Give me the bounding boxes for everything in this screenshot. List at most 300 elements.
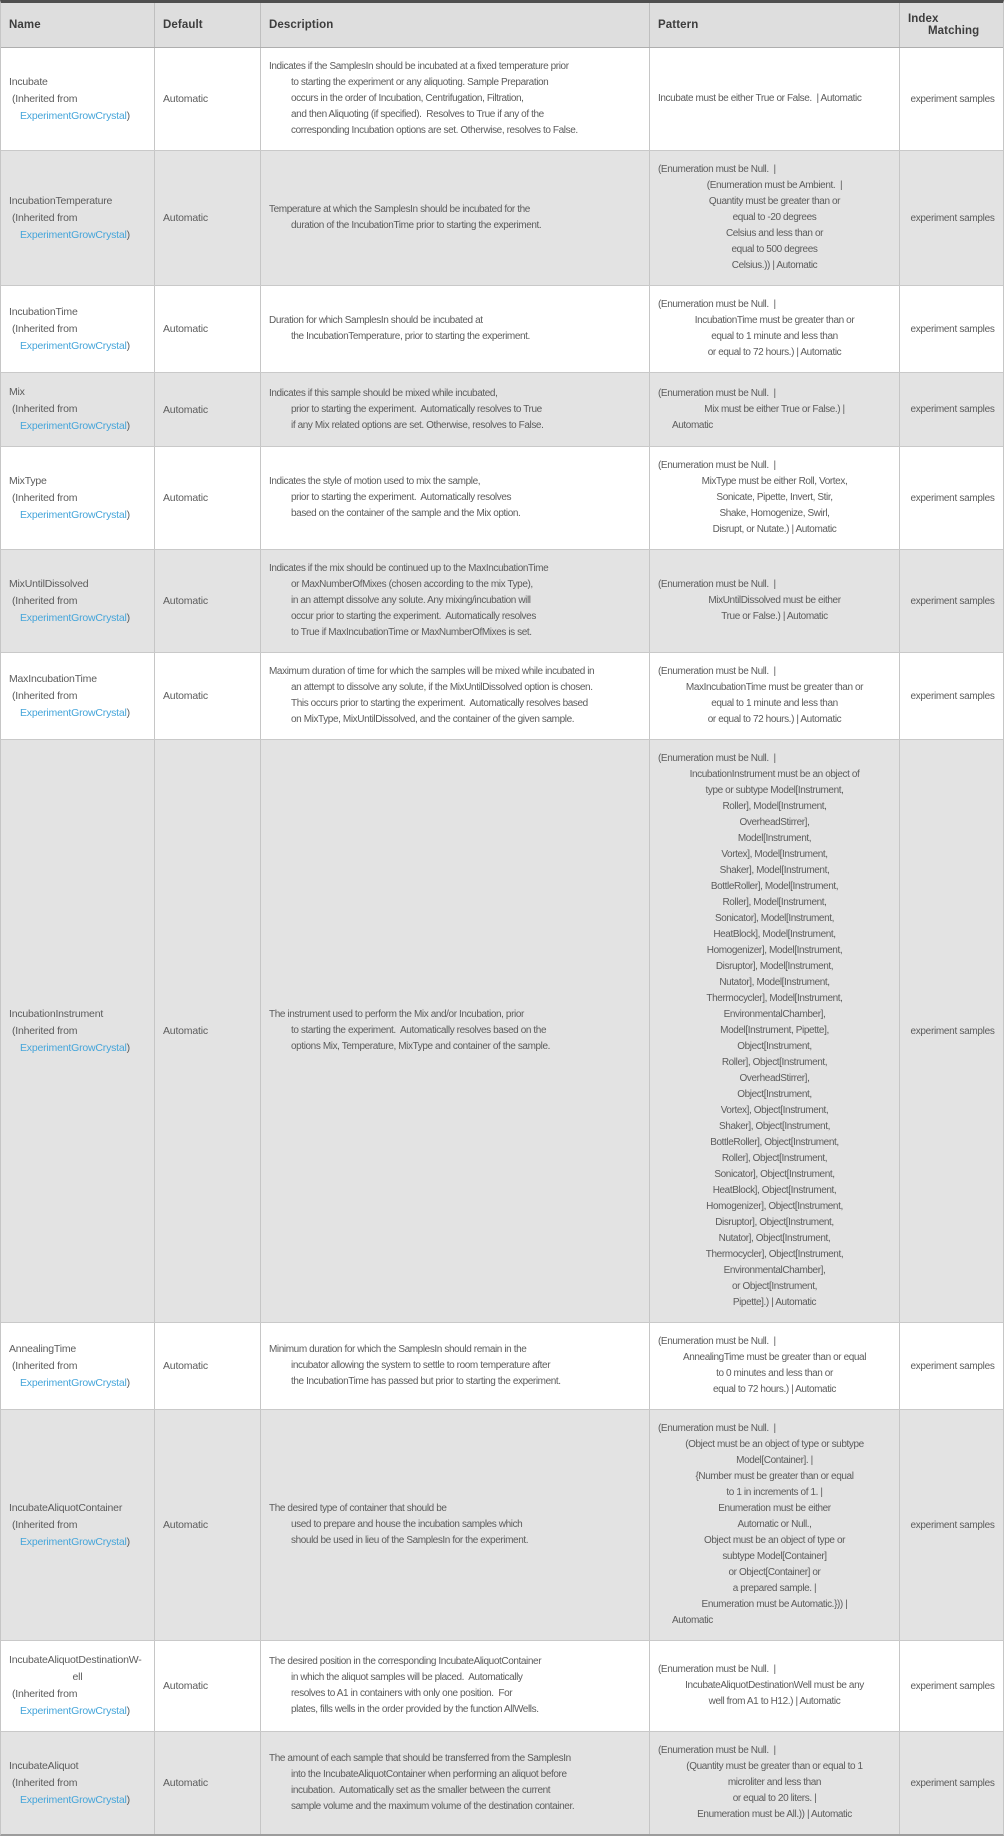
index-matching-cell xyxy=(900,48,1004,150)
text-line: MixUntilDissolved must be either xyxy=(708,595,841,606)
inherited-from-link-line xyxy=(20,705,146,722)
experiment-grow-crystal-link[interactable]: ExperimentGrowCrystal xyxy=(20,228,127,241)
text-line: Object[Instrument, xyxy=(737,1041,812,1052)
pattern-cell xyxy=(650,286,900,372)
default-value: Automatic xyxy=(163,1777,208,1789)
text-line: IncubationTime must be greater than or xyxy=(694,315,855,326)
header-index-line1: Index xyxy=(908,13,939,25)
inherited-suffix: ) xyxy=(126,228,130,241)
text-line: the IncubationTime has passed but prior to starting the experiment. xyxy=(291,1376,561,1387)
option-name-cell xyxy=(1,740,155,1322)
default-cell xyxy=(155,1641,261,1731)
inherited-from-label: (Inherited from xyxy=(12,1776,78,1789)
text-line: or equal to 72 hours.) | Automatic xyxy=(707,714,842,725)
header-pattern xyxy=(650,3,900,47)
text-line: Indicates if the SamplesIn should be incubated at a fixed temperature prior xyxy=(269,61,569,72)
text-line: Maximum duration of time for which the samples will be mixed while incubated in xyxy=(269,666,595,677)
inherited-from-link-line xyxy=(20,1375,146,1392)
description-cell xyxy=(261,373,650,446)
description-cell xyxy=(261,447,650,549)
default-value: Automatic xyxy=(163,1680,208,1692)
inherited-suffix: ) xyxy=(126,1376,130,1389)
experiment-grow-crystal-link[interactable]: ExperimentGrowCrystal xyxy=(20,339,127,352)
inherited-suffix: ) xyxy=(126,1535,130,1548)
text-line: Model[Container]. | xyxy=(736,1455,813,1466)
pattern-cell xyxy=(650,447,900,549)
header-pattern-label: Pattern xyxy=(658,19,699,31)
option-name xyxy=(9,1500,146,1517)
text-line: to 1 in increments of 1. | xyxy=(726,1487,823,1498)
text-line: used to prepare and house the incubation samples which xyxy=(291,1519,523,1530)
text-line: Automatic or Null., xyxy=(737,1519,812,1530)
pattern-cell xyxy=(650,373,900,446)
text-line: EnvironmentalChamber], xyxy=(723,1265,826,1276)
default-value: Automatic xyxy=(163,1360,208,1372)
option-name-cell xyxy=(1,373,155,446)
index-matching-cell xyxy=(900,447,1004,549)
inherited-suffix: ) xyxy=(126,109,130,122)
description-cell xyxy=(261,653,650,739)
inherited-suffix: ) xyxy=(126,706,130,719)
text-line: type or subtype Model[Instrument, xyxy=(705,785,844,796)
inherited-suffix: ) xyxy=(126,508,130,521)
option-name xyxy=(9,671,146,688)
default-cell xyxy=(155,373,261,446)
text-line: Celsius and less than or xyxy=(725,228,824,239)
default-cell xyxy=(155,1732,261,1834)
text-line: sample volume and the maximum volume of the destination container. xyxy=(291,1801,575,1812)
table-row xyxy=(1,1732,1003,1834)
index-matching-cell xyxy=(900,373,1004,446)
default-value: Automatic xyxy=(163,212,208,224)
text-line: MixType must be either Roll, Vortex, xyxy=(701,476,848,487)
default-value: Automatic xyxy=(163,93,208,105)
text-line: Roller], Object[Instrument, xyxy=(721,1057,828,1068)
text-line: or equal to 20 liters. | xyxy=(732,1793,817,1804)
text-line: microliter and less than xyxy=(727,1777,822,1788)
header-description-label: Description xyxy=(269,19,334,31)
inherited-from-label: (Inherited from xyxy=(12,594,78,607)
text-line: options Mix, Temperature, MixType and container of the sample. xyxy=(291,1041,551,1052)
option-name-cell xyxy=(1,1641,155,1731)
text-line: to starting the experiment or any aliquoting. Sample Preparation xyxy=(291,77,549,88)
index-matching-cell xyxy=(900,286,1004,372)
text-line: Duration for which SamplesIn should be incubated at xyxy=(269,315,483,326)
index-matching-value: experiment samples xyxy=(910,1680,995,1692)
option-name xyxy=(9,384,146,401)
experiment-grow-crystal-link[interactable]: ExperimentGrowCrystal xyxy=(20,1376,127,1389)
inherited-from-link-line xyxy=(20,1703,146,1720)
option-name-line: MaxIncubationTime xyxy=(9,672,97,685)
index-matching-value: experiment samples xyxy=(910,595,995,607)
option-name-line: IncubationTemperature xyxy=(9,194,113,207)
index-matching-cell xyxy=(900,1410,1004,1640)
option-name-line: Mix xyxy=(9,386,25,398)
inherited-suffix: ) xyxy=(126,611,130,624)
text-line: IncubateAliquotDestinationWell must be any xyxy=(685,1680,864,1691)
index-matching-cell xyxy=(900,653,1004,739)
experiment-grow-crystal-link[interactable]: ExperimentGrowCrystal xyxy=(20,420,127,432)
default-value: Automatic xyxy=(163,403,208,416)
text-line: Homogenizer], Model[Instrument, xyxy=(706,945,843,956)
table-row xyxy=(1,1410,1003,1641)
pattern-cell xyxy=(650,653,900,739)
text-line: Roller], Object[Instrument, xyxy=(721,1153,828,1164)
header-default xyxy=(155,3,261,47)
text-line: if any Mix related options are set. Otherwise, resolves to False. xyxy=(291,419,544,431)
text-line: to starting the experiment. Automatically resolves based on the xyxy=(291,1025,547,1036)
text-line: Automatic xyxy=(672,419,713,431)
option-name-cell xyxy=(1,1410,155,1640)
text-line: Nutator], Object[Instrument, xyxy=(718,1233,831,1244)
text-line: (Enumeration must be Null. | xyxy=(658,1664,776,1675)
table-row xyxy=(1,447,1003,550)
default-value: Automatic xyxy=(163,690,208,702)
description-cell xyxy=(261,1323,650,1409)
text-line: Sonicate, Pipette, Invert, Stir, xyxy=(716,492,833,503)
default-value: Automatic xyxy=(163,492,208,504)
text-line: prior to starting the experiment. Automatically resolves xyxy=(291,492,512,503)
default-cell xyxy=(155,1410,261,1640)
text-line: plates, fills wells in the order provided by the function AllWells. xyxy=(291,1704,539,1715)
text-line: (Enumeration must be Null. | xyxy=(658,579,776,590)
index-matching-value: experiment samples xyxy=(910,492,995,504)
text-line: Indicates the style of motion used to mix the sample, xyxy=(269,476,481,487)
description-cell xyxy=(261,48,650,150)
index-matching-cell xyxy=(900,1641,1004,1731)
text-line: (Enumeration must be Ambient. | xyxy=(706,180,843,191)
table-row xyxy=(1,48,1003,151)
text-line: BottleRoller], Model[Instrument, xyxy=(710,881,839,892)
text-line: OverheadStirrer], xyxy=(739,817,810,828)
text-line: (Enumeration must be Null. | xyxy=(658,387,776,399)
text-line: Disruptor], Model[Instrument, xyxy=(715,961,834,972)
text-line: an attempt to dissolve any solute, if the MixUntilDissolved option is chosen. xyxy=(291,682,593,693)
experiment-grow-crystal-link[interactable]: ExperimentGrowCrystal xyxy=(20,508,127,521)
text-line: Roller], Model[Instrument, xyxy=(722,801,827,812)
option-name-cell xyxy=(1,286,155,372)
default-value: Automatic xyxy=(163,323,208,335)
index-matching-value: experiment samples xyxy=(910,93,995,105)
text-line: Enumeration must be All.)) | Automatic xyxy=(697,1809,852,1820)
text-line: Enumeration must be either xyxy=(718,1503,831,1514)
pattern-cell xyxy=(650,1410,900,1640)
option-name-line: ell xyxy=(72,1671,83,1683)
inherited-suffix: ) xyxy=(126,1793,130,1806)
header-index-matching xyxy=(900,3,1004,47)
header-description xyxy=(261,3,650,47)
default-value: Automatic xyxy=(163,1025,208,1037)
text-line: Incubate must be either True or False. | Automatic xyxy=(658,93,862,104)
table-row xyxy=(1,550,1003,653)
text-line: Minimum duration for which the SamplesIn should remain in the xyxy=(269,1344,527,1355)
option-name-line: IncubateAliquotContainer xyxy=(9,1501,123,1514)
text-line: Disruptor], Object[Instrument, xyxy=(715,1217,834,1228)
header-index-line2: Matching xyxy=(928,25,980,37)
option-name-cell xyxy=(1,1323,155,1409)
option-name-line: AnnealingTime xyxy=(9,1342,77,1355)
text-line: in which the aliquot samples will be placed. Automatically xyxy=(291,1672,523,1683)
text-line: The desired position in the corresponding IncubateAliquotContainer xyxy=(269,1656,542,1667)
text-line: occurs in the order of Incubation, Centrifugation, Filtration, xyxy=(291,93,524,104)
text-line: Mix must be either True or False.) | xyxy=(704,403,845,415)
index-matching-cell xyxy=(900,151,1004,285)
option-name xyxy=(9,1758,146,1775)
experiment-grow-crystal-link[interactable]: ExperimentGrowCrystal xyxy=(20,109,127,122)
pattern-cell xyxy=(650,740,900,1322)
text-line: on MixType, MixUntilDissolved, and the container of the given sample. xyxy=(291,714,575,725)
inherited-from-link-line xyxy=(20,1040,146,1057)
text-line: HeatBlock], Object[Instrument, xyxy=(712,1185,837,1196)
text-line: resolves to A1 in containers with only one position. For xyxy=(291,1688,513,1699)
default-cell xyxy=(155,48,261,150)
header-default-label: Default xyxy=(163,19,203,31)
option-name-cell xyxy=(1,550,155,652)
table-row xyxy=(1,151,1003,286)
text-line: Homogenizer], Object[Instrument, xyxy=(706,1201,843,1212)
text-line: subtype Model[Container] xyxy=(722,1551,827,1562)
pattern-cell xyxy=(650,1323,900,1409)
experiment-grow-crystal-link[interactable]: ExperimentGrowCrystal xyxy=(20,1535,127,1548)
default-cell xyxy=(155,1323,261,1409)
description-cell xyxy=(261,740,650,1322)
inherited-from-link-line xyxy=(20,418,146,435)
text-line: equal to -20 degrees xyxy=(732,212,817,223)
text-line: Roller], Model[Instrument, xyxy=(722,897,827,908)
description-cell xyxy=(261,1641,650,1731)
text-line: (Quantity must be greater than or equal to 1 xyxy=(686,1761,863,1772)
text-line: to 0 minutes and less than or xyxy=(716,1368,833,1379)
text-line: EnvironmentalChamber], xyxy=(723,1009,826,1020)
index-matching-value: experiment samples xyxy=(910,1777,995,1789)
text-line: Indicates if this sample should be mixed while incubated, xyxy=(269,387,498,399)
pattern-cell xyxy=(650,550,900,652)
text-line: Quantity must be greater than or xyxy=(708,196,841,207)
default-cell xyxy=(155,447,261,549)
text-line: Object[Instrument, xyxy=(737,1089,812,1100)
inherited-from-label: (Inherited from xyxy=(12,1024,78,1037)
experiment-grow-crystal-link[interactable]: ExperimentGrowCrystal xyxy=(20,1041,127,1054)
table-row xyxy=(1,373,1003,447)
text-line: Thermocycler], Model[Instrument, xyxy=(706,993,843,1004)
default-cell xyxy=(155,286,261,372)
default-value: Automatic xyxy=(163,595,208,607)
default-cell xyxy=(155,740,261,1322)
inherited-from-label: (Inherited from xyxy=(12,211,78,224)
text-line: equal to 1 minute and less than xyxy=(711,331,838,342)
description-cell xyxy=(261,1410,650,1640)
text-line: (Enumeration must be Null. | xyxy=(658,1336,776,1347)
text-line: Automatic xyxy=(672,1615,713,1626)
text-line: (Enumeration must be Null. | xyxy=(658,666,776,677)
text-line: The desired type of container that should be xyxy=(269,1503,447,1514)
inherited-suffix: ) xyxy=(126,1705,130,1717)
option-name xyxy=(9,1652,146,1686)
default-cell xyxy=(155,550,261,652)
text-line: Vortex], Object[Instrument, xyxy=(720,1105,829,1116)
text-line: The amount of each sample that should be transferred from the SamplesIn xyxy=(269,1753,571,1764)
text-line: Sonicator], Model[Instrument, xyxy=(714,913,834,924)
text-line: well from A1 to H12.) | Automatic xyxy=(708,1696,841,1707)
inherited-suffix: ) xyxy=(126,339,130,352)
text-line: equal to 72 hours.) | Automatic xyxy=(712,1384,837,1395)
index-matching-value: experiment samples xyxy=(910,1025,995,1037)
text-line: the IncubationTemperature, prior to starting the experiment. xyxy=(291,331,530,342)
index-matching-value: experiment samples xyxy=(910,404,995,415)
text-line: MaxIncubationTime must be greater than or xyxy=(685,682,864,693)
inherited-from-link-line xyxy=(20,108,146,125)
table-row xyxy=(1,286,1003,373)
text-line: a prepared sample. | xyxy=(732,1583,817,1594)
index-matching-value: experiment samples xyxy=(910,323,995,335)
text-line: equal to 500 degrees xyxy=(731,244,818,255)
text-line: Shake, Homogenize, Swirl, xyxy=(719,508,830,519)
table-body xyxy=(1,48,1003,1834)
text-line: Enumeration must be Automatic.})) | xyxy=(701,1599,848,1610)
pattern-cell xyxy=(650,1641,900,1731)
text-line: (Enumeration must be Null. | xyxy=(658,753,776,764)
inherited-from-label: (Inherited from xyxy=(12,689,78,702)
description-cell xyxy=(261,151,650,285)
index-matching-cell xyxy=(900,1732,1004,1834)
experiment-grow-crystal-link[interactable]: ExperimentGrowCrystal xyxy=(20,611,127,624)
text-line: Disrupt, or Nutate.) | Automatic xyxy=(712,524,837,535)
index-matching-value: experiment samples xyxy=(910,212,995,224)
text-line: into the IncubateAliquotContainer when performing an aliquot before xyxy=(291,1769,567,1780)
text-line: (Enumeration must be Null. | xyxy=(658,1745,776,1756)
table-row xyxy=(1,740,1003,1323)
table-row xyxy=(1,653,1003,740)
text-line: incubation. Automatically set as the smaller between the current xyxy=(291,1785,551,1796)
inherited-from-label: (Inherited from xyxy=(12,92,78,105)
header-name-label: Name xyxy=(9,19,41,31)
pattern-cell xyxy=(650,151,900,285)
text-line: Sonicator], Object[Instrument, xyxy=(714,1169,835,1180)
table-header xyxy=(1,3,1003,48)
text-line: (Enumeration must be Null. | xyxy=(658,299,776,310)
inherited-from-link-line xyxy=(20,1792,146,1809)
text-line: or equal to 72 hours.) | Automatic xyxy=(707,347,842,358)
option-name-line: IncubationTime xyxy=(9,305,78,318)
text-line: Model[Instrument, Pipette], xyxy=(720,1025,829,1036)
description-cell xyxy=(261,1732,650,1834)
inherited-from-link-line xyxy=(20,227,146,244)
inherited-from-link-line xyxy=(20,507,146,524)
text-line: based on the container of the sample and the Mix option. xyxy=(291,508,521,519)
inherited-from-label: (Inherited from xyxy=(12,403,78,415)
option-name-cell xyxy=(1,48,155,150)
option-name xyxy=(9,1006,146,1023)
text-line: corresponding Incubation options are set. Otherwise, resolves to False. xyxy=(291,125,578,136)
text-line: Shaker], Object[Instrument, xyxy=(719,1121,830,1132)
option-name-line: MixUntilDissolved xyxy=(9,577,89,590)
default-cell xyxy=(155,653,261,739)
text-line: (Enumeration must be Null. | xyxy=(658,164,776,175)
option-name-cell xyxy=(1,151,155,285)
text-line: prior to starting the experiment. Automatically resolves to True xyxy=(291,403,542,415)
description-cell xyxy=(261,286,650,372)
text-line: OverheadStirrer], xyxy=(739,1073,810,1084)
option-name-line: IncubateAliquotDestinationW- xyxy=(9,1654,142,1666)
text-line: This occurs prior to starting the experiment. Automatically resolves based xyxy=(291,698,588,709)
inherited-from-label: (Inherited from xyxy=(12,1359,78,1372)
text-line: or MaxNumberOfMixes (chosen according to the mix Type), xyxy=(291,579,533,590)
option-name-cell xyxy=(1,653,155,739)
index-matching-cell xyxy=(900,1323,1004,1409)
text-line: (Enumeration must be Null. | xyxy=(658,460,776,471)
text-line: BottleRoller], Object[Instrument, xyxy=(710,1137,839,1148)
table-row xyxy=(1,1323,1003,1410)
text-line: Thermocycler], Object[Instrument, xyxy=(705,1249,844,1260)
text-line: Temperature at which the SamplesIn should be incubated for the xyxy=(269,204,530,215)
pattern-cell xyxy=(650,48,900,150)
index-matching-value: experiment samples xyxy=(910,1360,995,1372)
experiment-grow-crystal-link[interactable]: ExperimentGrowCrystal xyxy=(20,1705,127,1717)
option-name-cell xyxy=(1,447,155,549)
text-line: AnnealingTime must be greater than or equal xyxy=(682,1352,867,1363)
inherited-suffix: ) xyxy=(126,1041,130,1054)
option-name-line: MixType xyxy=(9,474,47,487)
text-line: to True if MaxIncubationTime or MaxNumberOfMixes is set. xyxy=(291,627,532,638)
text-line: Pipette].) | Automatic xyxy=(732,1297,817,1308)
inherited-from-link-line xyxy=(20,1534,146,1551)
default-cell xyxy=(155,151,261,285)
text-line: Object must be an object of type or xyxy=(703,1535,846,1546)
text-line: (Object must be an object of type or subtype xyxy=(685,1439,864,1450)
option-name xyxy=(9,193,146,210)
inherited-from-label: (Inherited from xyxy=(12,1688,78,1700)
option-name xyxy=(9,1341,146,1358)
text-line: incubator allowing the system to settle to room temperature after xyxy=(291,1360,551,1371)
inherited-from-link-line xyxy=(20,338,146,355)
index-matching-value: experiment samples xyxy=(910,1519,995,1531)
table-row xyxy=(1,1641,1003,1732)
inherited-from-label: (Inherited from xyxy=(12,1518,78,1531)
inherited-from-label: (Inherited from xyxy=(12,491,78,504)
text-line: Shaker], Model[Instrument, xyxy=(719,865,830,876)
option-name xyxy=(9,473,146,490)
option-name xyxy=(9,576,146,593)
index-matching-cell xyxy=(900,740,1004,1322)
text-line: equal to 1 minute and less than xyxy=(711,698,838,709)
option-name-cell xyxy=(1,1732,155,1834)
text-line: True or False.) | Automatic xyxy=(721,611,828,622)
text-line: The instrument used to perform the Mix and/or Incubation, prior xyxy=(269,1009,524,1020)
text-line: occur prior to starting the experiment. Automatically resolves xyxy=(291,611,536,622)
inherited-from-link-line xyxy=(20,610,146,627)
text-line: and then Aliquoting (if specified). Resolves to True if any of the xyxy=(291,109,544,120)
text-line: or Object[Instrument, xyxy=(732,1281,817,1292)
text-line: or Object[Container] or xyxy=(728,1567,821,1578)
text-line: Celsius.)) | Automatic xyxy=(731,260,818,271)
index-matching-value: experiment samples xyxy=(910,690,995,702)
pattern-cell xyxy=(650,1732,900,1834)
text-line: {Number must be greater than or equal xyxy=(695,1471,854,1482)
option-name xyxy=(9,304,146,321)
text-line: Model[Instrument, xyxy=(737,833,812,844)
text-line: HeatBlock], Model[Instrument, xyxy=(713,929,836,940)
inherited-from-label: (Inherited from xyxy=(12,322,78,335)
experiment-grow-crystal-link[interactable]: ExperimentGrowCrystal xyxy=(20,706,127,719)
option-name-line: IncubateAliquot xyxy=(9,1759,79,1772)
experiment-grow-crystal-link[interactable]: ExperimentGrowCrystal xyxy=(20,1793,127,1806)
text-line: Nutator], Model[Instrument, xyxy=(719,977,830,988)
text-line: Indicates if the mix should be continued up to the MaxIncubationTime xyxy=(269,563,549,574)
index-matching-cell xyxy=(900,550,1004,652)
text-line: in an attempt dissolve any solute. Any mixing/incubation will xyxy=(291,595,531,606)
header-name xyxy=(1,3,155,47)
text-line: duration of the IncubationTime prior to starting the experiment. xyxy=(291,220,542,231)
